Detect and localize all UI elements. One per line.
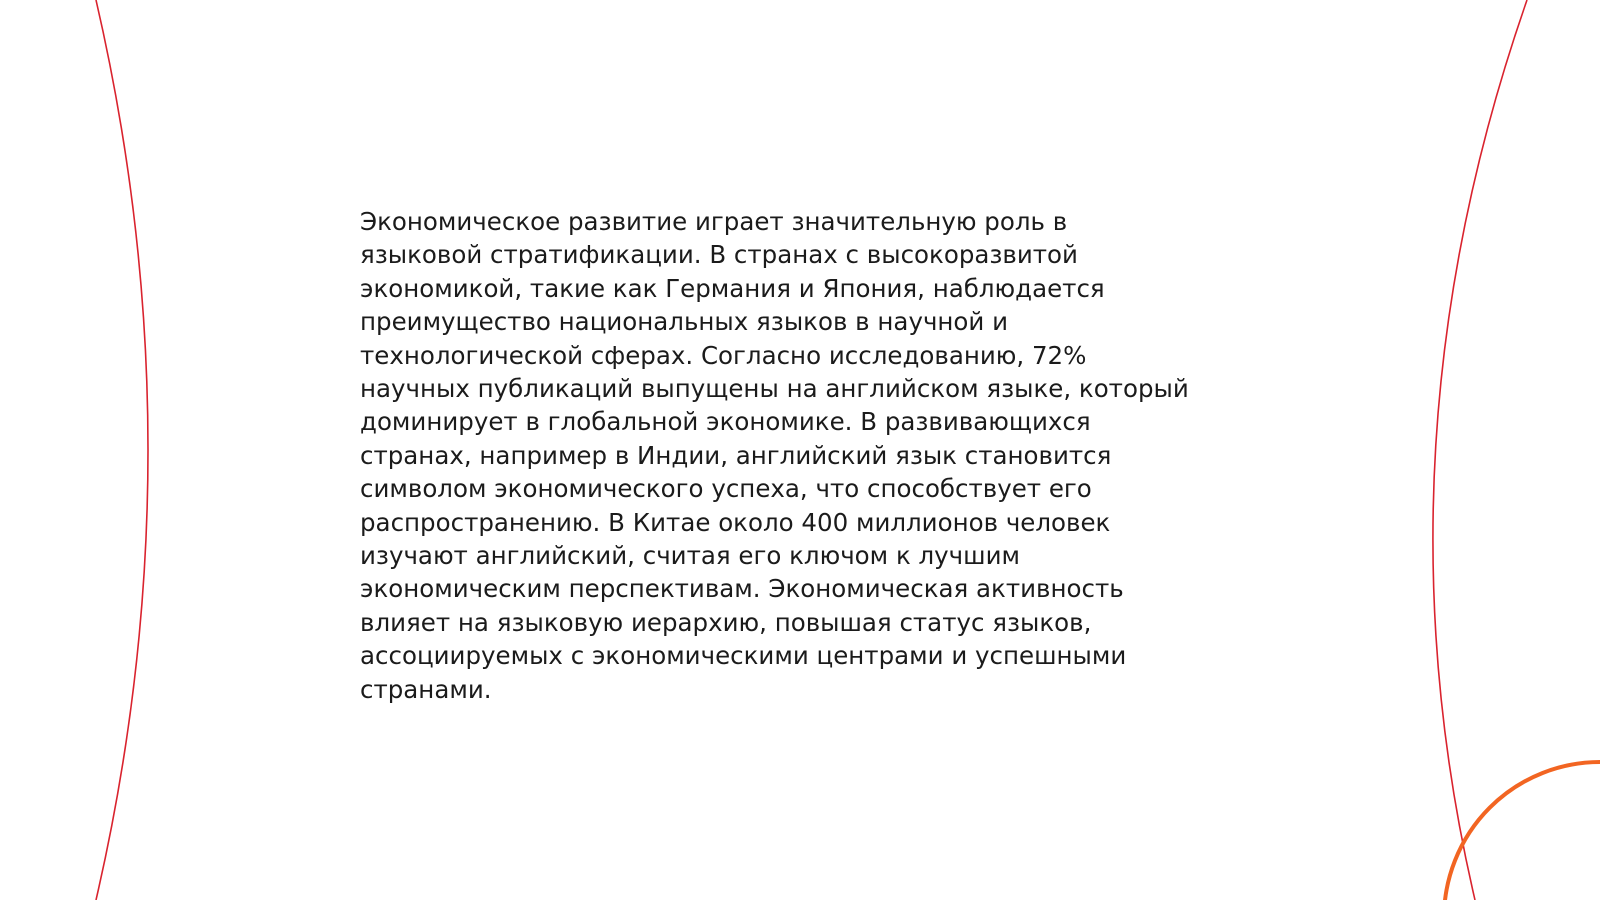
text-line: Экономическое развитие играет значительную роль в bbox=[360, 207, 1068, 236]
orange-arc bbox=[1444, 762, 1600, 900]
text-line: экономическим перспективам. Экономическая активность bbox=[360, 574, 1124, 604]
text-line: языковой стратификации. В странах с высокоразвитой bbox=[360, 240, 1078, 270]
left-curve bbox=[96, 0, 148, 900]
body-paragraph bbox=[360, 205, 1260, 706]
text-line: доминирует в глобальной экономике. В развивающихся bbox=[360, 407, 1091, 437]
text-line: изучают английский, считая его ключом к лучшим bbox=[360, 541, 1020, 571]
text-line: научных публикаций выпущены на английском языке, который bbox=[360, 374, 1189, 404]
text-line: странах, например в Индии, английский язык становится bbox=[360, 440, 1112, 470]
text-line: ассоциируемых с экономическими центрами и успешными bbox=[360, 641, 1127, 671]
text-line: преимущество национальных языков в научной и bbox=[360, 307, 1009, 337]
text-line: странами. bbox=[360, 674, 492, 704]
text-line: технологической сферах. Согласно исследованию, 72% bbox=[360, 340, 1087, 370]
text-line: символом экономического успеха, что способствует его bbox=[360, 474, 1092, 504]
text-line: распространению. В Китае около 400 миллионов человек bbox=[360, 507, 1111, 537]
right-curve bbox=[1433, 0, 1527, 900]
text-line: влияет на языковую иерархию, повышая статус языков, bbox=[360, 607, 1092, 637]
text-line: экономикой, такие как Германия и Япония, наблюдается bbox=[360, 273, 1105, 303]
